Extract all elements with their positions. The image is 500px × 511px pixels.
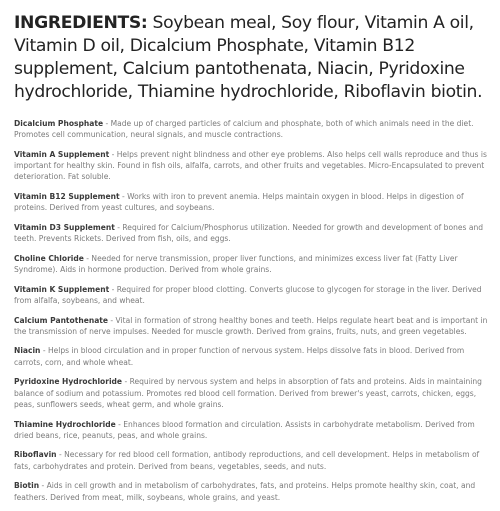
glossary-entry-vitamin-a xyxy=(14,149,488,183)
glossary-description: - Required for proper blood clotting. Converts glucose to glycogen for storage in the liver. Derived from alfalfa, soybeans, and wheat. xyxy=(14,284,482,305)
ingredient-glossary xyxy=(14,118,488,503)
glossary-description: - Helps in blood circulation and in proper function of nervous system. Helps dissolve fats in blood. Derived from carrots, corn, and whole wheat. xyxy=(14,346,465,367)
glossary-term: Choline Chloride xyxy=(14,253,84,263)
ingredients-label: INGREDIENTS: xyxy=(14,13,148,33)
glossary-term: Thiamine Hydrochloride xyxy=(14,419,116,429)
glossary-term: Biotin xyxy=(14,481,40,491)
glossary-description: - Necessary for red blood cell formation, antibody reproductions, and cell development. Helps in metabolism of fats, carbohydrates and protein. Derived from beans, vegetables, seeds, and nuts. xyxy=(14,450,480,471)
glossary-description: - Helps prevent night blindness and other eye problems. Also helps cell walls reproduce and thus is important for healthy skin. Found in fish oils, alfalfa, carrots, and other fruits and vegetables. Micro-Encapsulated to prevent deterioration. Fat soluble. xyxy=(14,149,487,182)
glossary-entry-vitamin-b12 xyxy=(14,191,488,214)
glossary-term: Vitamin K Supplement xyxy=(14,284,110,294)
glossary-description: - Vital in formation of strong healthy bones and teeth. Helps regulate heart beat and is important in the transmission of nerve impulses. Needed for muscle growth. Derived from grains, fruits, nuts, and green vegetables. xyxy=(14,315,488,336)
glossary-entry-choline-chloride xyxy=(14,253,488,276)
glossary-description: - Enhances blood formation and circulation. Assists in carbohydrate metabolism. Derived from dried beans, rice, peanuts, peas, and whole grains. xyxy=(14,419,475,440)
glossary-entry-biotin xyxy=(14,480,488,503)
glossary-description: - Works with iron to prevent anemia. Helps maintain oxygen in blood. Helps in digestion of proteins. Derived from yeast cultures, and soybeans. xyxy=(14,192,464,213)
glossary-entry-niacin xyxy=(14,345,488,368)
glossary-term: Pyridoxine Hydrochloride xyxy=(14,377,123,387)
glossary-description: - Made up of charged particles of calcium and phosphate, both of which animals need in the diet. Promotes cell communication, neural signals, and muscle contractions. xyxy=(14,119,474,140)
glossary-entry-vitamin-k xyxy=(14,284,488,307)
glossary-description: - Required for Calcium/Phosphorus utilization. Needed for growth and development of bones and teeth. Prevents Rickets. Derived from fish, oils, and eggs. xyxy=(14,222,484,244)
ingredients-panel xyxy=(14,12,488,511)
ingredients-text: Soybean meal, Soy flour, Vitamin A oil, Vitamin D oil, Dicalcium Phosphate, Vitamin B12 supplement, Calcium pantothenata, Niacin, Pyridoxine hydrochloride, Thiamine hydrochloride, Riboflavin biotin. xyxy=(14,13,483,102)
glossary-description: - Aids in cell growth and in metabolism of carbohydrates, fats, and proteins. Helps promote healthy skin, coat, and feathers. Derived from meat, milk, soybeans, whole grains, and yeast. xyxy=(14,481,476,502)
glossary-entry-thiamine-hydrochloride xyxy=(14,419,488,442)
glossary-term: Vitamin A Supplement xyxy=(14,149,110,159)
glossary-entry-calcium-pantothenate xyxy=(14,315,488,338)
glossary-entry-riboflavin xyxy=(14,449,488,472)
glossary-entry-dicalcium-phosphate xyxy=(14,118,488,141)
glossary-term: Calcium Pantothenate xyxy=(14,315,109,325)
glossary-entry-pyridoxine-hydrochloride xyxy=(14,376,488,410)
glossary-term: Vitamin B12 Supplement xyxy=(14,192,120,202)
glossary-term: Vitamin D3 Supplement xyxy=(14,222,115,232)
glossary-term: Dicalcium Phosphate xyxy=(14,119,104,128)
glossary-description: - Needed for nerve transmission, proper liver functions, and minimizes excess liver fat (Fatty Liver Syndrome). Aids in hormone production. Derived from whole grains. xyxy=(14,253,458,275)
glossary-entry-vitamin-d3 xyxy=(14,222,488,245)
glossary-term: Niacin xyxy=(14,346,41,356)
ingredients-list xyxy=(14,12,488,104)
glossary-term: Riboflavin xyxy=(14,450,57,460)
glossary-description: - Required by nervous system and helps in absorption of fats and proteins. Aids in maintaining balance of sodium and potassium. Promotes red blood cell formation. Derived from brewer's yeast, carrots, chicken, eggs, peas, sunflowers seeds, wheat germ, and whole grains. xyxy=(14,377,482,409)
